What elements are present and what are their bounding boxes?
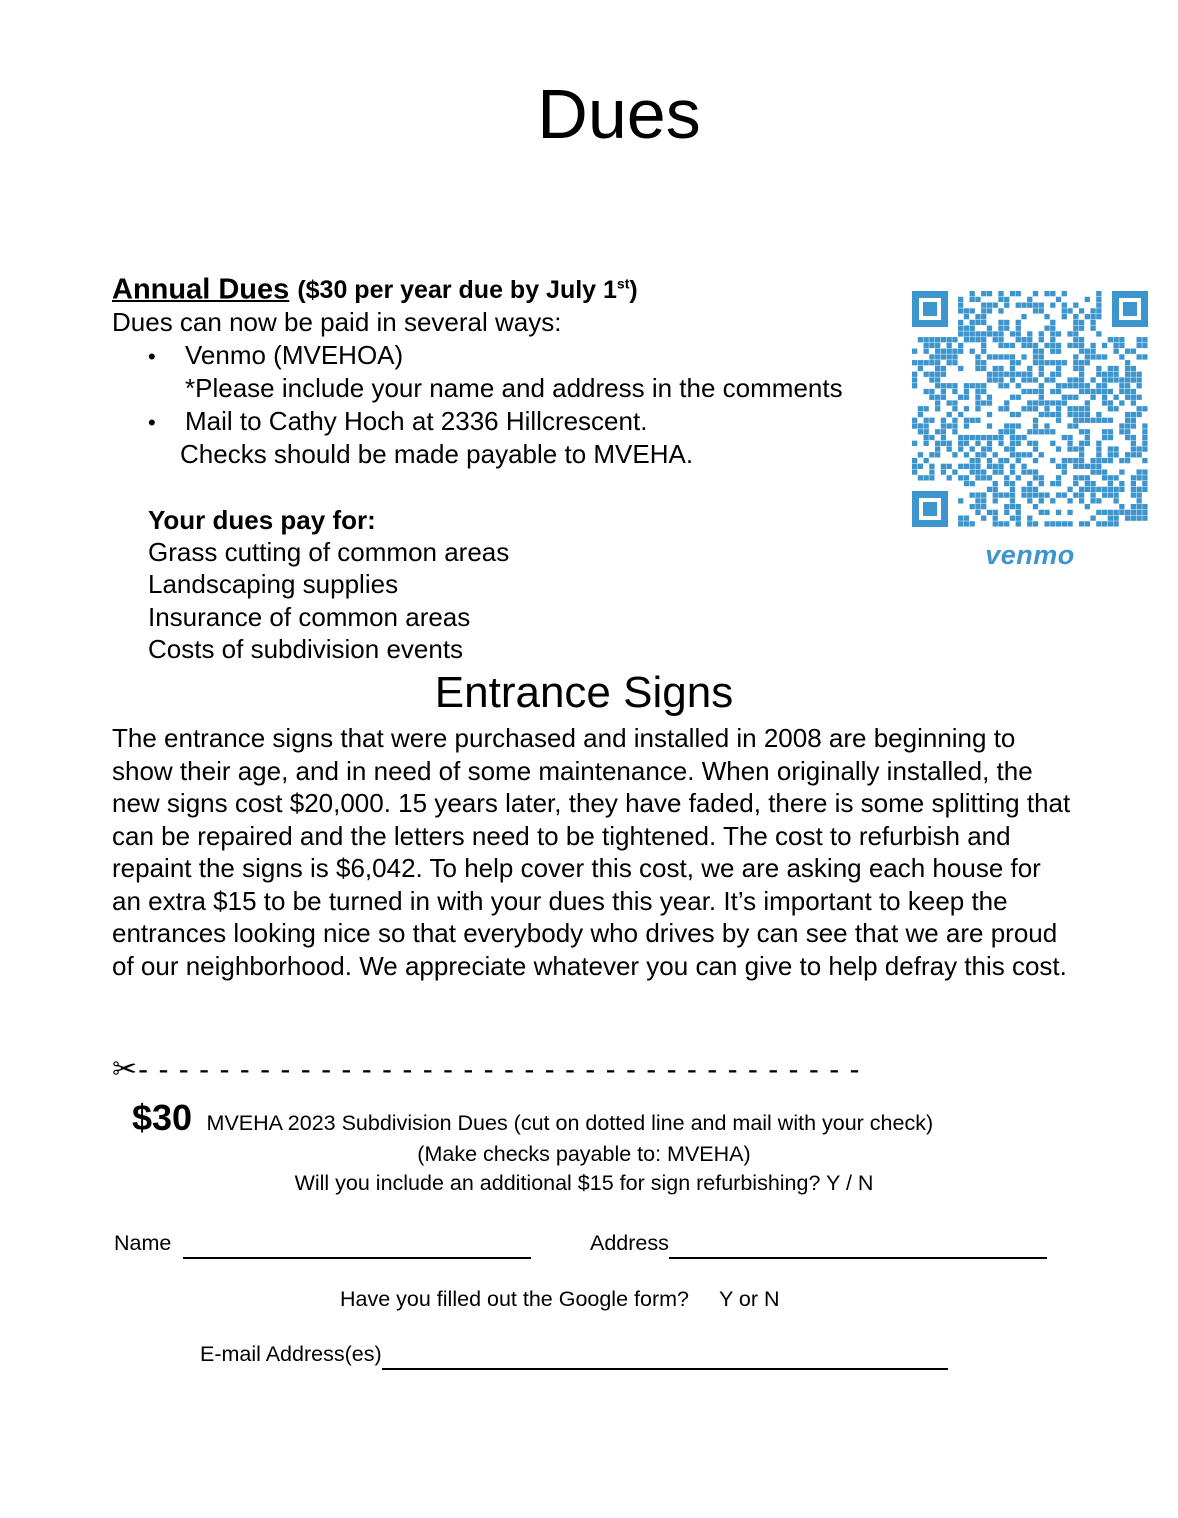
bullet-icon: • [148,344,156,369]
venmo-note: *Please include your name and address in the comments [185,373,843,403]
entrance-signs-paragraph: The entrance signs that were purchased and installed in 2008 are beginning to show their age, and in need of some maintenance. When originally installed, the new signs cost $20,000. 15 years later, they have faded, there is some splitting that can be repaired and the letters need to be tightened. The cost to refurbish and repaint the signs is $6,042. To help cover this cost, we are asking each house for an extra $15 to be turned in with your dues this year. It’s important to keep the entrances looking nice so that everybody who drives by can see that we are proud of our neighborhood. We appreciate whatever you can give to help defray this cost. [112,723,1071,981]
name-field[interactable] [114,1229,531,1259]
page-title: Dues [537,75,701,153]
list-item: Insurance of common areas [148,602,471,632]
email-field[interactable] [200,1340,948,1370]
annual-dues-title: Annual Dues [112,273,290,306]
address-input[interactable] [669,1229,1047,1259]
email-label: E-mail Address(es) [200,1342,382,1366]
mail-note: Checks should be made payable to MVEHA. [180,439,694,469]
refurbish-question: Will you include an additional $15 for sign refurbishing? Y / N [294,1171,874,1195]
venmo-qr-code-icon[interactable] [912,291,1148,527]
google-form-answer[interactable]: Y or N [718,1287,780,1311]
email-input[interactable] [382,1340,948,1370]
dues-form-description: MVEHA 2023 Subdivision Dues (cut on dotted line and mail with your check) [206,1111,934,1135]
address-field[interactable] [590,1229,1047,1259]
dues-form-title [132,1097,933,1139]
name-label: Name [114,1231,172,1255]
cut-line [112,1050,861,1090]
list-item: Grass cutting of common areas [148,537,510,567]
address-label: Address [590,1231,669,1255]
dues-pay-for-heading: Your dues pay for: [148,505,376,535]
venmo-logo: venmo [985,540,1075,570]
payment-method-mail: Mail to Cathy Hoch at 2336 Hillcrescent. [185,406,648,436]
bullet-icon: • [148,410,156,435]
name-input[interactable] [183,1229,531,1259]
dotted-cut-line: - - - - - - - - - - - - - - - - - - - - - - - - - - - - - - - - - - - - [138,1053,861,1086]
entrance-signs-heading: Entrance Signs [434,668,734,717]
list-item: Costs of subdivision events [148,634,464,664]
google-form-question: Have you filled out the Google form? Y or N [340,1287,780,1311]
payable-note: (Make checks payable to: MVEHA) [417,1142,751,1166]
payment-method-venmo: Venmo (MVEHOA) [185,340,404,370]
dues-price: $30 [132,1097,193,1138]
payment-intro: Dues can now be paid in several ways: [112,307,562,337]
annual-dues-heading [112,266,638,308]
list-item: Landscaping supplies [148,569,399,599]
annual-dues-amount: ($30 per year due by July 1st) [297,276,638,305]
scissors-icon: ✂ [112,1053,139,1086]
